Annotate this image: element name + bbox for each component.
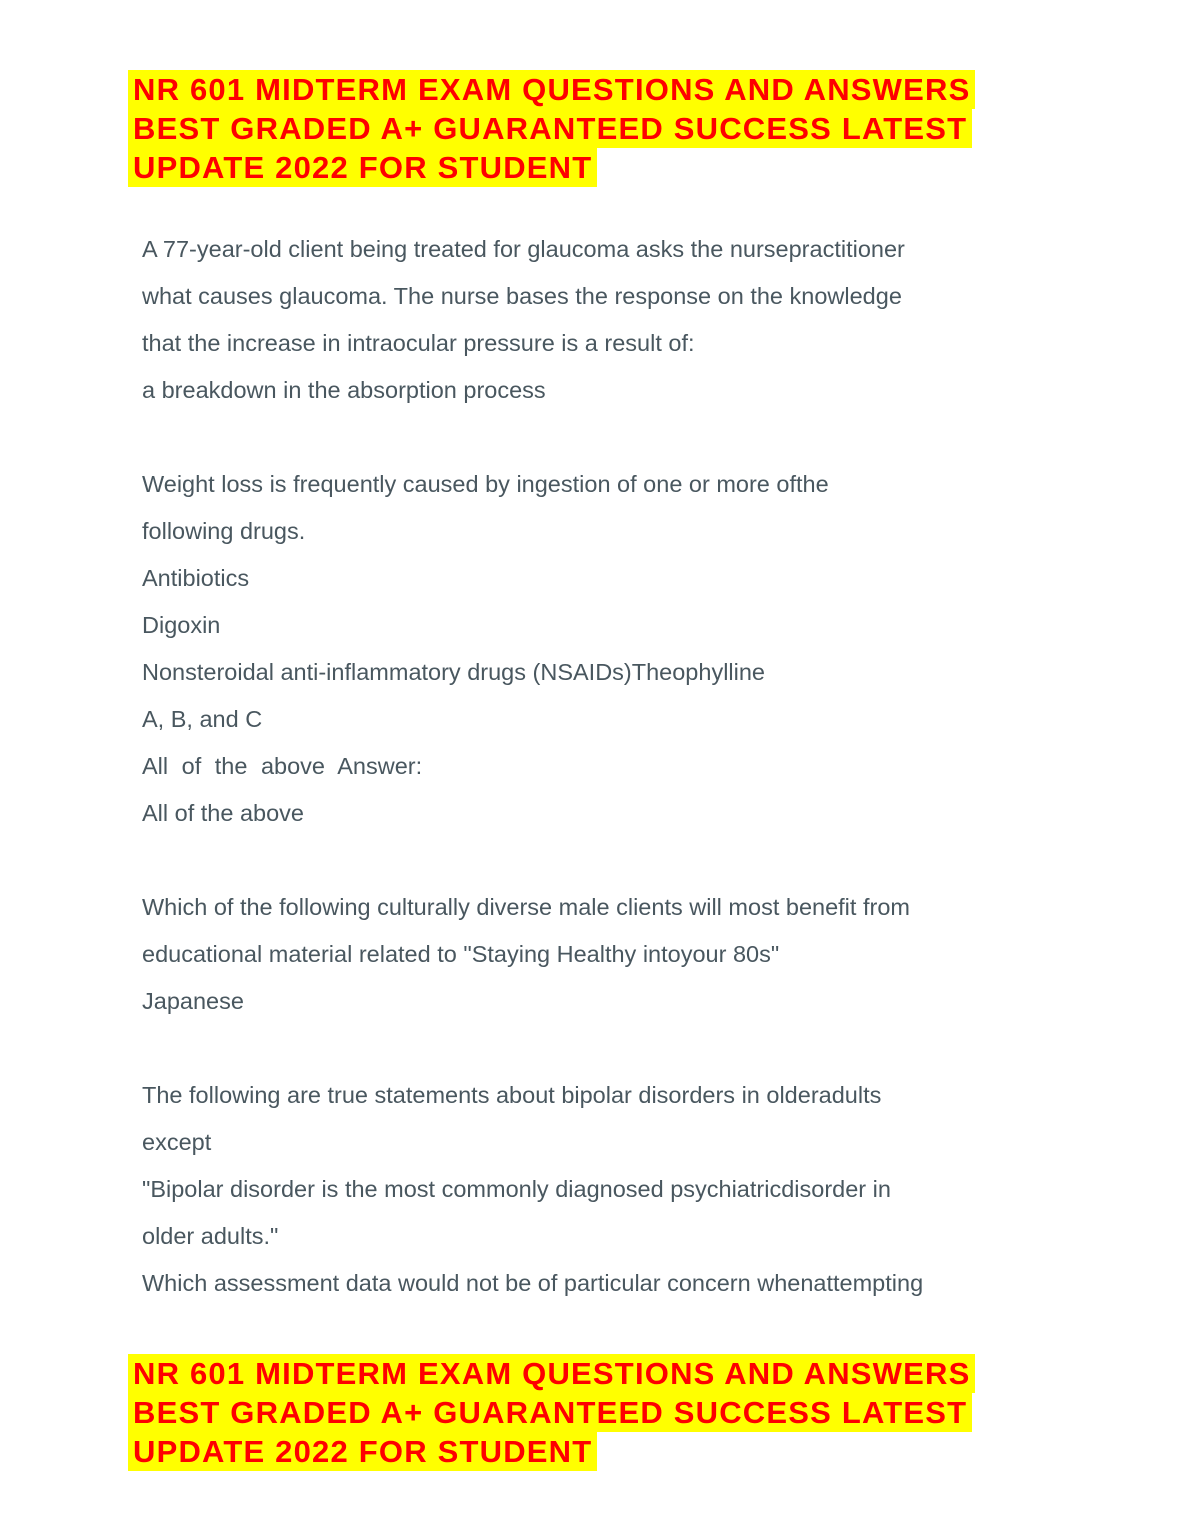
answer-line: "Bipolar disorder is the most commonly diagnosed psychiatricdisorder in bbox=[142, 1176, 891, 1202]
question-block-weight-loss bbox=[142, 461, 1190, 837]
page-footer-banner bbox=[128, 1354, 1190, 1471]
header-banner-line-1: NR 601 MIDTERM EXAM QUESTIONS AND ANSWERS bbox=[128, 70, 975, 109]
header-banner-line-3: UPDATE 2022 FOR STUDENT bbox=[128, 148, 597, 187]
option-line: All of the above Answer: bbox=[142, 753, 423, 779]
answer-line: older adults." bbox=[142, 1223, 279, 1249]
document-body bbox=[142, 226, 1190, 1307]
text-line: The following are true statements about bipolar disorders in olderadults bbox=[142, 1082, 882, 1108]
answer-line: All of the above bbox=[142, 800, 304, 826]
header-banner-line-2: BEST GRADED A+ GUARANTEED SUCCESS LATEST bbox=[128, 109, 972, 148]
option-line: A, B, and C bbox=[142, 706, 263, 732]
text-line: Weight loss is frequently caused by ingestion of one or more ofthe bbox=[142, 471, 829, 497]
text-line: Which assessment data would not be of particular concern whenattempting bbox=[142, 1270, 924, 1296]
option-line: Nonsteroidal anti-inflammatory drugs (NSAIDs)Theophylline bbox=[142, 659, 766, 685]
option-line: Digoxin bbox=[142, 612, 221, 638]
text-line: following drugs. bbox=[142, 518, 306, 544]
answer-line: Japanese bbox=[142, 988, 244, 1014]
text-line: except bbox=[142, 1129, 212, 1155]
option-line: Antibiotics bbox=[142, 565, 250, 591]
answer-line: a breakdown in the absorption process bbox=[142, 377, 546, 403]
text-line: that the increase in intraocular pressure is a result of: bbox=[142, 330, 695, 356]
footer-banner-line-2: BEST GRADED A+ GUARANTEED SUCCESS LATEST bbox=[128, 1393, 972, 1432]
footer-banner-line-3: UPDATE 2022 FOR STUDENT bbox=[128, 1432, 597, 1471]
question-block-cultural-clients bbox=[142, 884, 1190, 1025]
text-line: what causes glaucoma. The nurse bases the response on the knowledge bbox=[142, 283, 902, 309]
footer-banner-line-1: NR 601 MIDTERM EXAM QUESTIONS AND ANSWERS bbox=[128, 1354, 975, 1393]
text-line: A 77-year-old client being treated for glaucoma asks the nursepractitioner bbox=[142, 236, 905, 262]
question-block-glaucoma bbox=[142, 226, 1190, 414]
question-block-bipolar bbox=[142, 1072, 1190, 1307]
page-header-banner bbox=[128, 70, 1190, 187]
text-line: educational material related to "Staying Healthy intoyour 80s" bbox=[142, 941, 780, 967]
text-line: Which of the following culturally diverse male clients will most benefit from bbox=[142, 894, 910, 920]
